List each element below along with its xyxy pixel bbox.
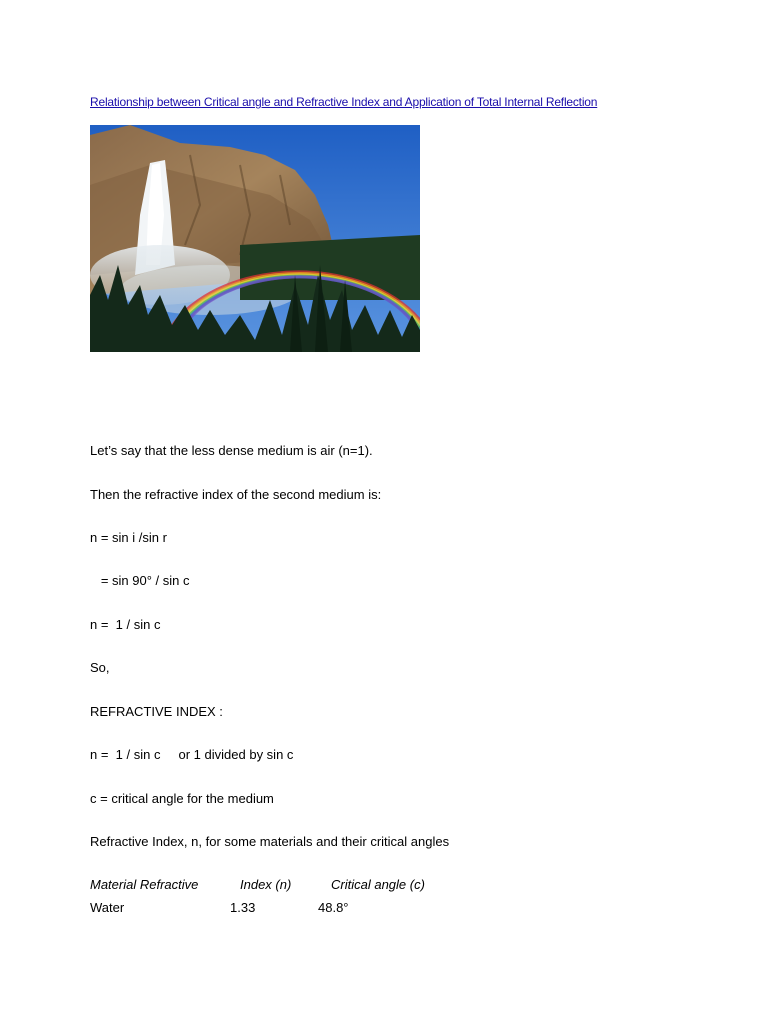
table-header-material: Material Refractive (90, 877, 199, 892)
table-header-critical-angle: Critical angle (c) (331, 877, 425, 892)
paragraph-second-medium: Then the refractive index of the second medium is: (90, 487, 382, 502)
waterfall-rainbow-photo (90, 125, 420, 352)
paragraph-air-medium: Let’s say that the less dense medium is air (n=1). (90, 443, 373, 458)
table-cell-material: Water (90, 900, 125, 915)
formula-refractive-index: n = 1 / sin c or 1 divided by sin c (90, 747, 294, 762)
table-cell-index: 1.33 (230, 900, 256, 915)
table-header-index: Index (n) (240, 877, 292, 892)
formula-snell: n = sin i /sin r (90, 530, 167, 545)
definition-critical-angle: c = critical angle for the medium (90, 791, 274, 806)
paragraph-so: So, (90, 660, 110, 675)
table-caption: Refractive Index, n, for some materials and their critical angles (90, 834, 450, 849)
title-link[interactable]: Relationship between Critical angle and Refractive Index and Application of Total Internal Reflection (90, 95, 598, 109)
formula-one-over-sinc: n = 1 / sin c (90, 617, 161, 632)
formula-sin90: = sin 90° / sin c (90, 573, 190, 588)
table-cell-critical-angle: 48.8° (318, 900, 349, 915)
heading-refractive-index: REFRACTIVE INDEX : (90, 704, 223, 719)
